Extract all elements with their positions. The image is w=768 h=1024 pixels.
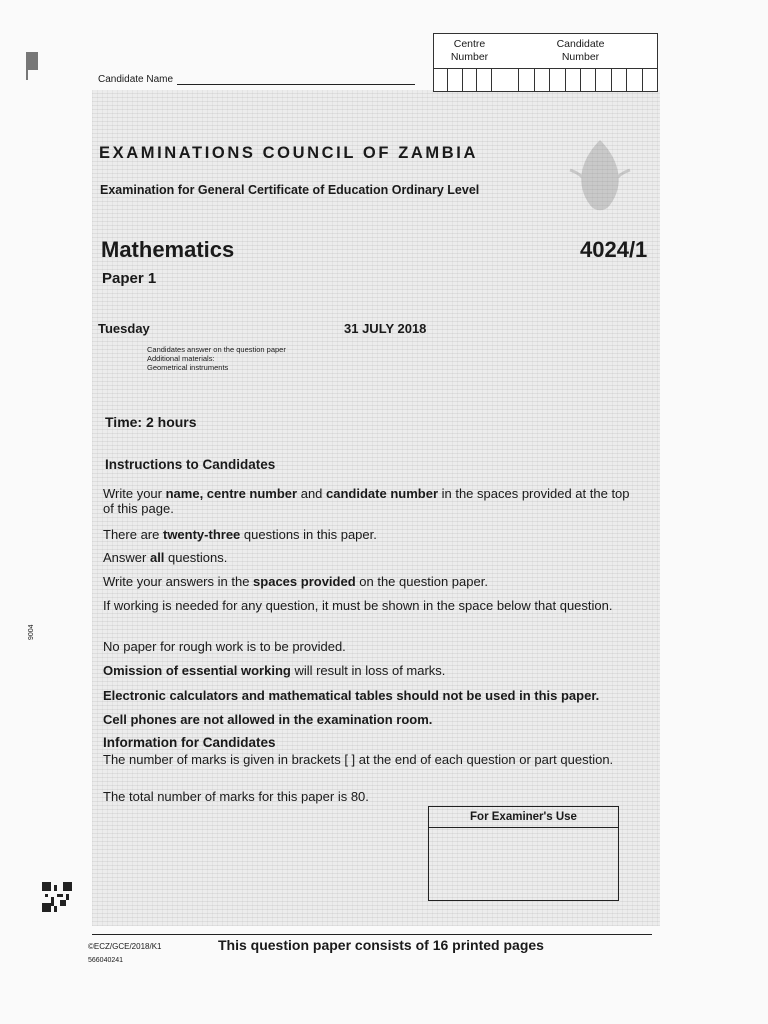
candidate-number-box xyxy=(504,33,658,92)
centre-number-cell[interactable] xyxy=(448,69,462,91)
footer-serial-number: 566040241 xyxy=(88,957,124,964)
candidate-name-label: Candidate Name xyxy=(98,74,174,85)
instruction-item: Answer all questions. xyxy=(103,550,228,565)
footer-divider xyxy=(92,934,652,935)
centre-number-cell[interactable] xyxy=(477,69,491,91)
instruction-item: There are twenty-three questions in this paper. xyxy=(103,527,377,542)
side-code: 9004 xyxy=(28,624,35,640)
candidate-name-line[interactable] xyxy=(177,74,415,85)
candidate-number-cell[interactable] xyxy=(643,69,657,91)
instruction-item: If working is needed for any question, it must be shown in the space below that question. xyxy=(103,598,613,613)
scan-registration-mark xyxy=(26,52,38,70)
candidate-number-cell[interactable] xyxy=(612,69,627,91)
eagle-emblem-icon xyxy=(560,130,640,230)
exam-day: Tuesday xyxy=(98,321,150,336)
candidate-number-cell[interactable] xyxy=(566,69,581,91)
examiners-use-label: For Examiner's Use xyxy=(429,807,618,828)
exam-type: Examination for General Certificate of Education Ordinary Level xyxy=(100,183,480,197)
centre-number-cell[interactable] xyxy=(463,69,477,91)
information-heading: Information for Candidates xyxy=(103,735,276,750)
instruction-item: Electronic calculators and mathematical tables should not be used in this paper. xyxy=(103,688,600,703)
footer-copyright-code: ©ECZ/GCE/2018/K1 xyxy=(88,942,162,951)
candidate-number-cell[interactable] xyxy=(627,69,642,91)
candidate-number-cell[interactable] xyxy=(596,69,611,91)
centre-number-box xyxy=(433,33,506,92)
candidate-number-cell[interactable] xyxy=(535,69,550,91)
candidate-number-label: Candidate Number xyxy=(504,34,657,69)
examiners-use-box xyxy=(428,806,619,901)
candidate-number-cell[interactable] xyxy=(581,69,596,91)
subject-title: Mathematics xyxy=(101,237,235,262)
barcode-icon xyxy=(42,882,72,912)
exam-duration: Time: 2 hours xyxy=(105,414,197,430)
candidate-number-cell[interactable] xyxy=(519,69,534,91)
exam-date: 31 JULY 2018 xyxy=(344,321,427,336)
instruction-item: Cell phones are not allowed in the examination room. xyxy=(103,712,433,727)
candidate-number-cell[interactable] xyxy=(550,69,565,91)
centre-number-cell[interactable] xyxy=(434,69,448,91)
candidate-name-field xyxy=(98,74,415,85)
candidate-number-cell[interactable] xyxy=(504,69,519,91)
council-title: EXAMINATIONS COUNCIL OF ZAMBIA xyxy=(99,144,478,162)
instruction-item: Write your answers in the spaces provided on the question paper. xyxy=(103,574,488,589)
instruction-item: No paper for rough work is to be provided. xyxy=(103,639,346,654)
footer-page-count: This question paper consists of 16 printed pages xyxy=(218,937,544,953)
paper-code: 4024/1 xyxy=(580,237,648,262)
materials-line: Additional materials: xyxy=(147,354,215,363)
materials-line: Candidates answer on the question paper xyxy=(147,345,286,354)
instruction-item: Omission of essential working will result in loss of marks. xyxy=(103,663,446,678)
materials-line: Geometrical instruments xyxy=(147,363,229,372)
paper-number: Paper 1 xyxy=(102,270,157,287)
instruction-item: Write your name, centre number and candidate number in the spaces provided at the top of this page. xyxy=(103,486,630,516)
centre-number-label: Centre Number xyxy=(434,34,505,69)
information-item: The total number of marks for this paper is 80. xyxy=(103,789,369,804)
instructions-heading: Instructions to Candidates xyxy=(105,457,276,472)
information-item: The number of marks is given in brackets [ ] at the end of each question or part question. xyxy=(103,752,614,767)
